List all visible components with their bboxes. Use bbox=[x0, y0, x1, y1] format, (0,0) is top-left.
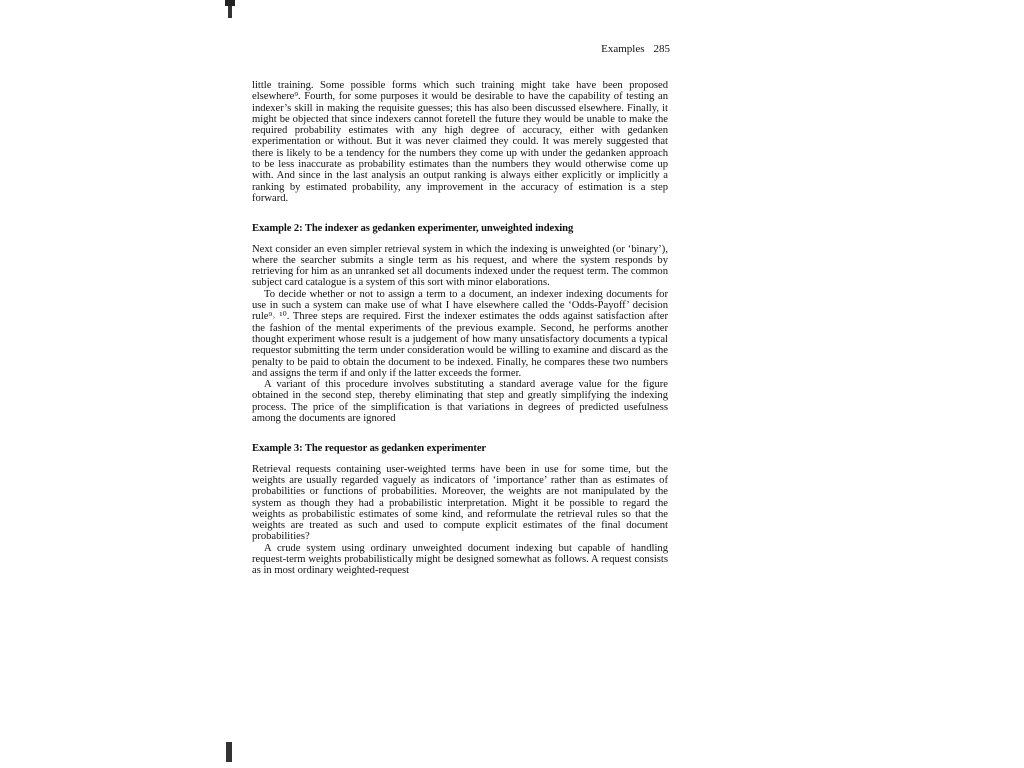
section-heading-example-3: Example 3: The requestor as gedanken experimenter bbox=[252, 443, 487, 455]
paragraph: A crude system using ordinary unweighted document indexing but capable of handling request-term weights probabilistically might be designed somewhat as follows. A request consists as in most ordinary weighted-request bbox=[252, 542, 668, 577]
paragraph: Retrieval requests containing user-weighted terms have been in use for some time, but the weights are usually regarded vaguely as indicators of ‘importance’ rather than as estimates of probabilities or functions of probabilities. Moreover, the weights are not manipulated by the system as though they had a probabilistic interpretation. Might it be possible to regard the weights as probabilistic estimates of some kind, and reformulate the retrieval rules so that the weights are treated as such and used to compute explicit estimates of the final document probabilities? bbox=[252, 463, 668, 543]
section-heading-example-2: Example 2: The indexer as gedanken experimenter, unweighted indexing bbox=[252, 223, 574, 235]
paragraph: Next consider an even simpler retrieval system in which the indexing is unweighted (or ‘binary’), where the searcher submits a single term as his request, and where the system responds by retrieving for him as an unranked set all documents indexed under the request term. The common subject card catalogue is a system of this sort with minor elaborations. bbox=[252, 243, 668, 289]
page-number: 285 bbox=[653, 43, 670, 55]
page-body bbox=[252, 80, 668, 577]
paragraph: A variant of this procedure involves substituting a standard average value for the figure obtained in the second step, thereby eliminating that step and greatly simplifying the indexing process. The price of the simplification is that variations in degrees of predicted usefulness among the documents are ignored bbox=[252, 379, 668, 425]
scan-mark-top-stem bbox=[228, 6, 232, 18]
paragraph: little training. Some possible forms which such training might take have been proposed elsewhere⁹. Fourth, for some purposes it would be desirable to have the capability of testing an indexer’s skill in making the requisite guesses; this has also been discussed elsewhere. Finally, it might be objected that since indexers cannot foretell the future they would be unable to make the required probability estimates with any high degree of accuracy, either with gedanken experimentation or without. But it was never claimed they could. It was merely suggested that there is likely to be a tendency for the numbers they come up with under the gedanken approach to be less inaccurate as probability estimates than the numbers they would otherwise come up with. And since in the last analysis an output ranking is always either explicitly or implicitly a ranking by estimated probability, any improvement in the accuracy of estimation is a step forward. bbox=[252, 80, 668, 204]
running-title: Examples bbox=[601, 43, 645, 55]
paragraph: To decide whether or not to assign a term to a document, an indexer indexing documents for use in such a system can make use of what I have elsewhere called the ‘Odds-Payoff’ decision rule⁹˒ ¹⁰. Three steps are required. First the indexer estimates the odds against satisfaction after the fashion of the mental experiments of the previous example. Second, he performs another thought experiment whose result is a judgement of how many unsatisfactory documents a typical requestor submitting the term under consideration would be willing to examine and discard as the penalty to be paid to obtain the document to be indexed. Finally, he compares these two numbers and assigns the term if and only if the latter exceeds the former. bbox=[252, 288, 668, 379]
scan-mark-bottom bbox=[226, 742, 232, 762]
running-header bbox=[560, 43, 670, 55]
